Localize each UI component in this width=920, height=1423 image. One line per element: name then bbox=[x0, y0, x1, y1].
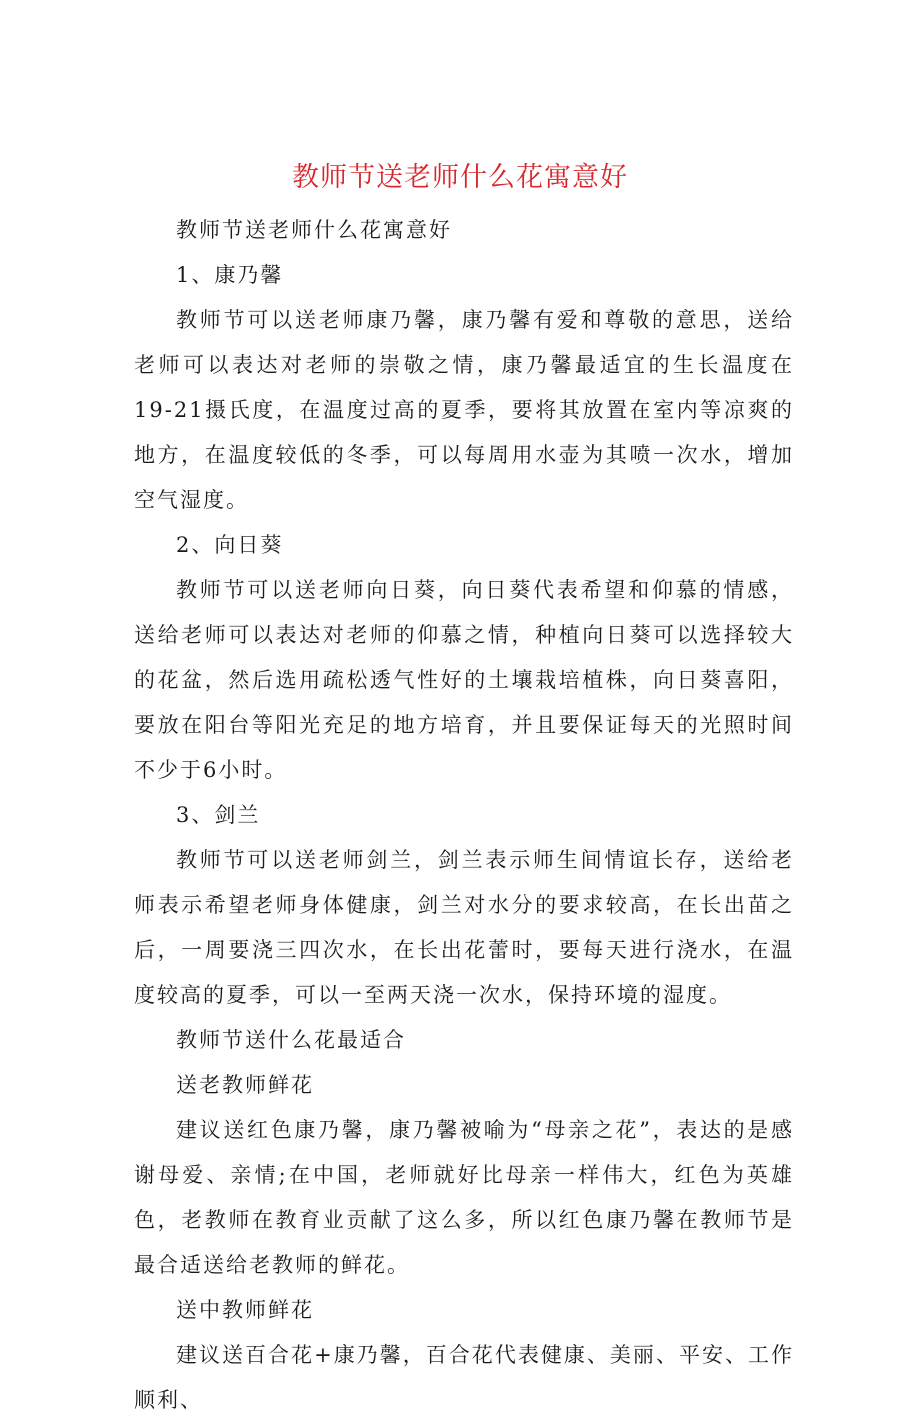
heading-best-flowers: 教师节送什么花最适合 bbox=[176, 1028, 406, 1052]
paragraph-carnation: 教师节可以送老师康乃馨，康乃馨有爱和尊敬的意思，送给老师可以表达对老师的崇敬之情，康乃馨最适宜的生长温度在19-21摄氏度，在温度过高的夏季，要将其放置在室内等凉爽的地方，在温度较低的冬季，可以每周用水壶为其喷一次水，增加空气湿度。 bbox=[134, 308, 794, 512]
paragraph-senior-teacher: 建议送红色康乃馨，康乃馨被喻为“母亲之花”，表达的是感谢母爱、亲情;在中国，老师就好比母亲一样伟大，红色为英雄色，老教师在教育业贡献了这么多，所以红色康乃馨在教师节是最合适送给老教师的鲜花。 bbox=[134, 1118, 794, 1277]
heading-sunflower: 2、向日葵 bbox=[176, 533, 284, 557]
heading-senior-teacher: 送老教师鲜花 bbox=[176, 1073, 314, 1097]
paragraph-gladiolus: 教师节可以送老师剑兰，剑兰表示师生间情谊长存，送给老师表示希望老师身体健康，剑兰对水分的要求较高，在长出苗之后，一周要浇三四次水，在长出花蕾时，要每天进行浇水，在温度较高的夏季，可以一至两天浇一次水，保持环境的湿度。 bbox=[134, 848, 794, 1007]
paragraph-sunflower: 教师节可以送老师向日葵，向日葵代表希望和仰慕的情感，送给老师可以表达对老师的仰慕之情，种植向日葵可以选择较大的花盆，然后选用疏松透气性好的土壤栽培植株，向日葵喜阳，要放在阳台等阳光充足的地方培育，并且要保证每天的光照时间不少于6小时。 bbox=[134, 578, 794, 782]
heading-carnation: 1、康乃馨 bbox=[176, 263, 284, 287]
paragraph-subtitle: 教师节送老师什么花寓意好 bbox=[176, 218, 452, 242]
document-body bbox=[134, 208, 794, 1423]
paragraph-middle-teacher: 建议送百合花+康乃馨，百合花代表健康、美丽、平安、工作顺利、 bbox=[134, 1343, 794, 1412]
document-title: 教师节送老师什么花寓意好 bbox=[292, 162, 628, 193]
heading-gladiolus: 3、剑兰 bbox=[176, 803, 261, 827]
heading-middle-teacher: 送中教师鲜花 bbox=[176, 1298, 314, 1322]
